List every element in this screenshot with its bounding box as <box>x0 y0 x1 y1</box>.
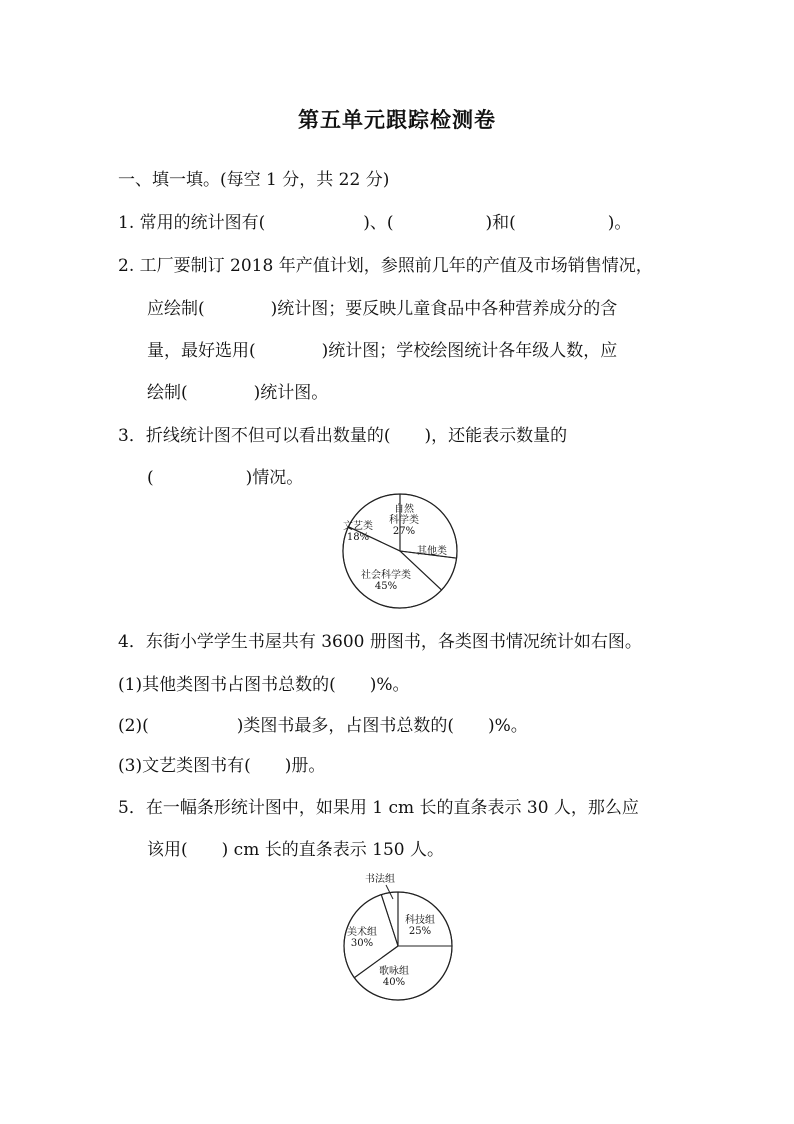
question-2-line-1: 2. 工厂要制订 2018 年产值计划，参照前几年的产值及市场销售情况， <box>118 256 653 276</box>
q2-text-4b: )统计图。 <box>253 383 329 403</box>
pie1-label-2: 社会科学类 45% <box>361 570 411 592</box>
question-5-line-2 <box>147 838 444 862</box>
question-4-intro: 4．东街小学学生书屋共有 3600 册图书，各类图书情况统计如右图。 <box>118 632 642 652</box>
pie1-label-1: 其他类 <box>417 546 447 557</box>
q3-text-2b: )情况。 <box>245 468 304 488</box>
question-3-line-1 <box>118 424 567 448</box>
pie1-label-0: 自然科学类 27% <box>389 504 419 537</box>
q3-text-2a: ( <box>147 468 154 488</box>
question-4-part-3 <box>118 754 325 778</box>
page-title: 第五单元跟踪检测卷 <box>298 108 496 132</box>
q2-text-3a: 量，最好选用( <box>147 341 256 361</box>
question-2-line-4 <box>147 381 328 405</box>
question-4-part-1 <box>118 673 410 697</box>
q4-text-1b: )%。 <box>369 675 410 695</box>
section-heading: 一、填一填。(每空 1 分，共 22 分) <box>118 170 390 190</box>
q4-text-2a: (2)( <box>118 716 149 736</box>
question-1 <box>118 211 631 235</box>
question-3-line-2 <box>147 466 303 490</box>
pie2-label-2: 美术组 30% <box>347 927 377 949</box>
q2-text-4a: 绘制( <box>147 383 188 403</box>
question-2-line-3 <box>147 339 617 363</box>
q2-text-2a: 应绘制( <box>147 299 205 319</box>
interest-group-pie-chart <box>330 868 464 1006</box>
pie2-label-1: 歌咏组 40% <box>379 966 409 988</box>
q3-text-1a: 3．折线统计图不但可以看出数量的( <box>118 426 391 446</box>
q1-text-b: )、( <box>363 213 394 233</box>
pie2-label-0: 科技组 25% <box>405 915 435 937</box>
q4-text-2c: )%。 <box>487 716 528 736</box>
question-2-line-2 <box>147 297 617 321</box>
pie2-label-3: 书法组 <box>365 874 395 885</box>
book-category-pie-chart <box>332 492 468 610</box>
q3-text-1b: )，还能表示数量的 <box>424 426 568 446</box>
pie1-label-3: 文艺类 18% <box>343 521 373 543</box>
q4-text-3a: (3)文艺类图书有( <box>118 756 251 776</box>
q4-text-1a: (1)其他类图书占图书总数的( <box>118 675 336 695</box>
q5-text-2a: 该用( <box>147 840 188 860</box>
q4-text-2b: )类图书最多，占图书总数的( <box>236 716 454 736</box>
question-4-part-2 <box>118 714 528 738</box>
question-5-line-1: 5．在一幅条形统计图中，如果用 1 cm 长的直条表示 30 人，那么应 <box>118 798 639 818</box>
q2-text-3b: )统计图；学校绘图统计各年级人数，应 <box>321 341 618 361</box>
q4-text-3b: )册。 <box>284 756 326 776</box>
q2-text-2b: )统计图；要反映儿童食品中各种营养成分的含 <box>270 299 618 319</box>
q1-text-c: )和( <box>485 213 516 233</box>
q5-text-2b: ) cm 长的直条表示 150 人。 <box>221 840 444 860</box>
q1-text-d: )。 <box>607 213 632 233</box>
q1-text-a: 1. 常用的统计图有( <box>118 213 266 233</box>
